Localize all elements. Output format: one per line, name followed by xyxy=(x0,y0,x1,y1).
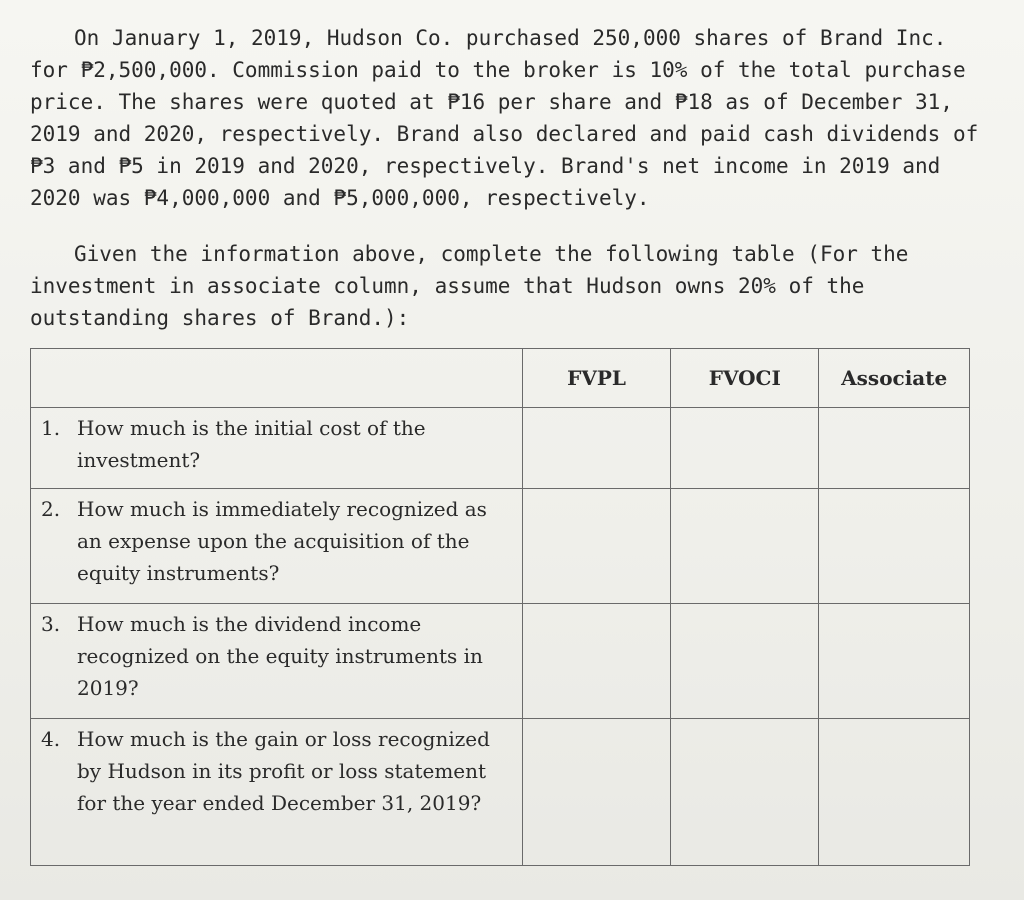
header-fvpl: FVPL xyxy=(523,349,671,408)
question-cell xyxy=(31,489,523,604)
answer-cell-associate[interactable] xyxy=(819,604,970,719)
question-cell xyxy=(31,719,523,866)
table-row xyxy=(31,604,970,719)
question-cell xyxy=(31,408,523,489)
answer-cell-fvoci[interactable] xyxy=(671,408,819,489)
answer-cell-associate[interactable] xyxy=(819,489,970,604)
question-text: How much is immediately recognized as an expense upon the acquisition of the equity instruments? xyxy=(77,497,487,585)
answer-cell-fvpl[interactable] xyxy=(523,604,671,719)
answer-cell-fvpl[interactable] xyxy=(523,408,671,489)
answer-cell-fvoci[interactable] xyxy=(671,719,819,866)
answer-cell-fvpl[interactable] xyxy=(523,489,671,604)
table-header-row xyxy=(31,349,970,408)
question-number: 2. xyxy=(41,497,61,521)
question-cell xyxy=(31,604,523,719)
answer-cell-fvpl[interactable] xyxy=(523,719,671,866)
problem-paragraph: On January 1, 2019, Hudson Co. purchased 250,000 shares of Brand Inc. for ₱2,500,000. Commission paid to the broker is 10% of the total purchase price. The shares were quoted at ₱16 per share and ₱18 as of December 31, 2019 and 2020, respectively. Brand also declared and paid cash dividends of ₱3 and ₱5 in 2019 and 2020, respectively. Brand's net income in 2019 and 2020 was ₱4,000,000 and ₱5,000,000, respectively. xyxy=(30,26,979,210)
table-row xyxy=(31,719,970,866)
answer-cell-associate[interactable] xyxy=(819,719,970,866)
question-number: 4. xyxy=(41,727,61,751)
header-associate: Associate xyxy=(819,349,970,408)
question-number: 3. xyxy=(41,612,61,636)
question-text: How much is the dividend income recognized on the equity instruments in 2019? xyxy=(77,612,483,700)
answer-cell-fvoci[interactable] xyxy=(671,604,819,719)
header-fvoci: FVOCI xyxy=(671,349,819,408)
answer-cell-associate[interactable] xyxy=(819,408,970,489)
header-question xyxy=(31,349,523,408)
table-row xyxy=(31,489,970,604)
question-text: How much is the initial cost of the investment? xyxy=(77,416,426,472)
table-row xyxy=(31,408,970,489)
question-text: How much is the gain or loss recognized by Hudson in its profit or loss statement for the year ended December 31, 2019? xyxy=(77,727,490,815)
question-number: 1. xyxy=(41,416,61,440)
instruction-paragraph: Given the information above, complete the following table (For the investment in associate column, assume that Hudson owns 20% of the outstanding shares of Brand.): xyxy=(30,242,909,330)
answer-cell-fvoci[interactable] xyxy=(671,489,819,604)
answer-table xyxy=(30,348,970,866)
